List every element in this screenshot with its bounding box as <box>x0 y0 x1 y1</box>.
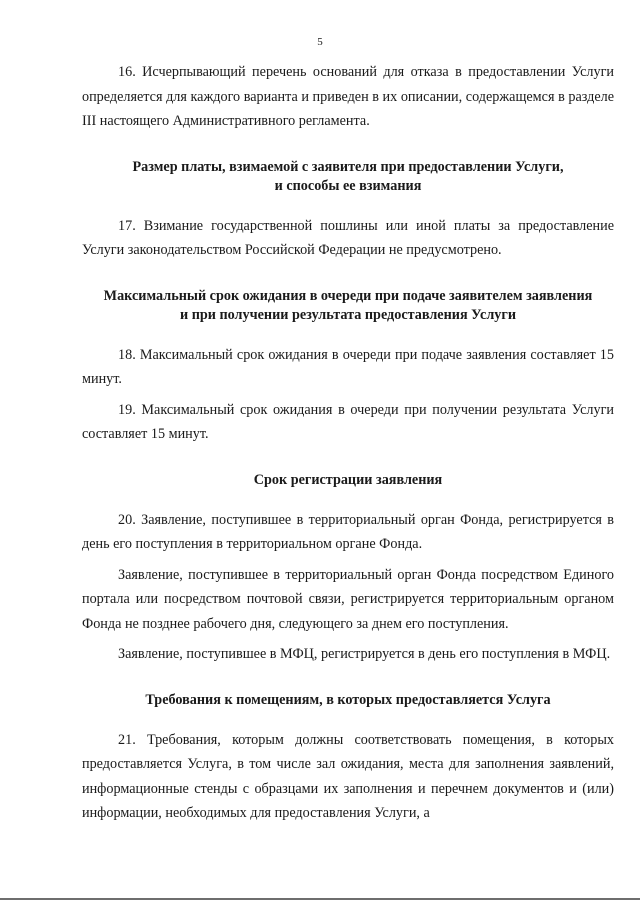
heading-registration-line-1: Срок регистрации заявления <box>253 471 443 488</box>
paragraph-17: 17. Взимание государственной пошлины или иной платы за предоставление Услуги законодательством Российской Федерации не предусмотрено. <box>82 217 614 258</box>
heading-queue-time-line-1: Максимальный срок ожидания в очереди при подаче заявителем заявления <box>103 287 593 304</box>
heading-fee <box>82 158 614 196</box>
heading-premises <box>82 691 614 710</box>
paragraph-18: 18. Максимальный срок ожидания в очереди при подаче заявления составляет 15 минут. <box>82 346 614 387</box>
heading-queue-time <box>82 287 614 325</box>
paragraph-20-mfc: Заявление, поступившее в МФЦ, регистрируется в день его поступления в МФЦ. <box>118 646 611 662</box>
heading-queue-time-line-2: и при получении результата предоставления Услуги <box>179 306 517 323</box>
paragraph-16: 16. Исчерпывающий перечень оснований для отказа в предоставлении Услуги определяется для каждого варианта и приведен в их описании, содержащемся в разделе III настоящего Административного регламента. <box>82 64 614 129</box>
paragraph-20: 20. Заявление, поступившее в территориальный орган Фонда, регистрируется в день его поступления в территориальном органе Фонда. <box>82 511 614 552</box>
heading-premises-line-1: Требования к помещениям, в которых предоставляется Услуга <box>145 691 551 708</box>
paragraph-19: 19. Максимальный срок ожидания в очереди при получении результата Услуги составляет 15 минут. <box>82 401 614 442</box>
heading-fee-line-2: и способы ее взимания <box>274 177 422 194</box>
paragraph-20-portal: Заявление, поступившее в территориальный орган Фонда посредством Единого портала или посредством почтовой связи, регистрируется территориальным органом Фонда не позднее рабочего дня, следующего за днем его поступления. <box>82 566 614 632</box>
paragraph-21: 21. Требования, которым должны соответствовать помещения, в которых предоставляется Услуга, в том числе зал ожидания, места для заполнения заявлений, информационные стенды с образцами их заполнения и перечнем документов и (или) информации, необходимых для предоставления Услуги, а <box>82 731 614 821</box>
heading-registration <box>82 471 614 490</box>
document-body <box>82 60 614 826</box>
heading-fee-line-1: Размер платы, взимаемой с заявителя при предоставлении Услуги, <box>132 158 564 175</box>
page-number: 5 <box>317 36 323 48</box>
scan-bottom-edge <box>0 898 640 900</box>
